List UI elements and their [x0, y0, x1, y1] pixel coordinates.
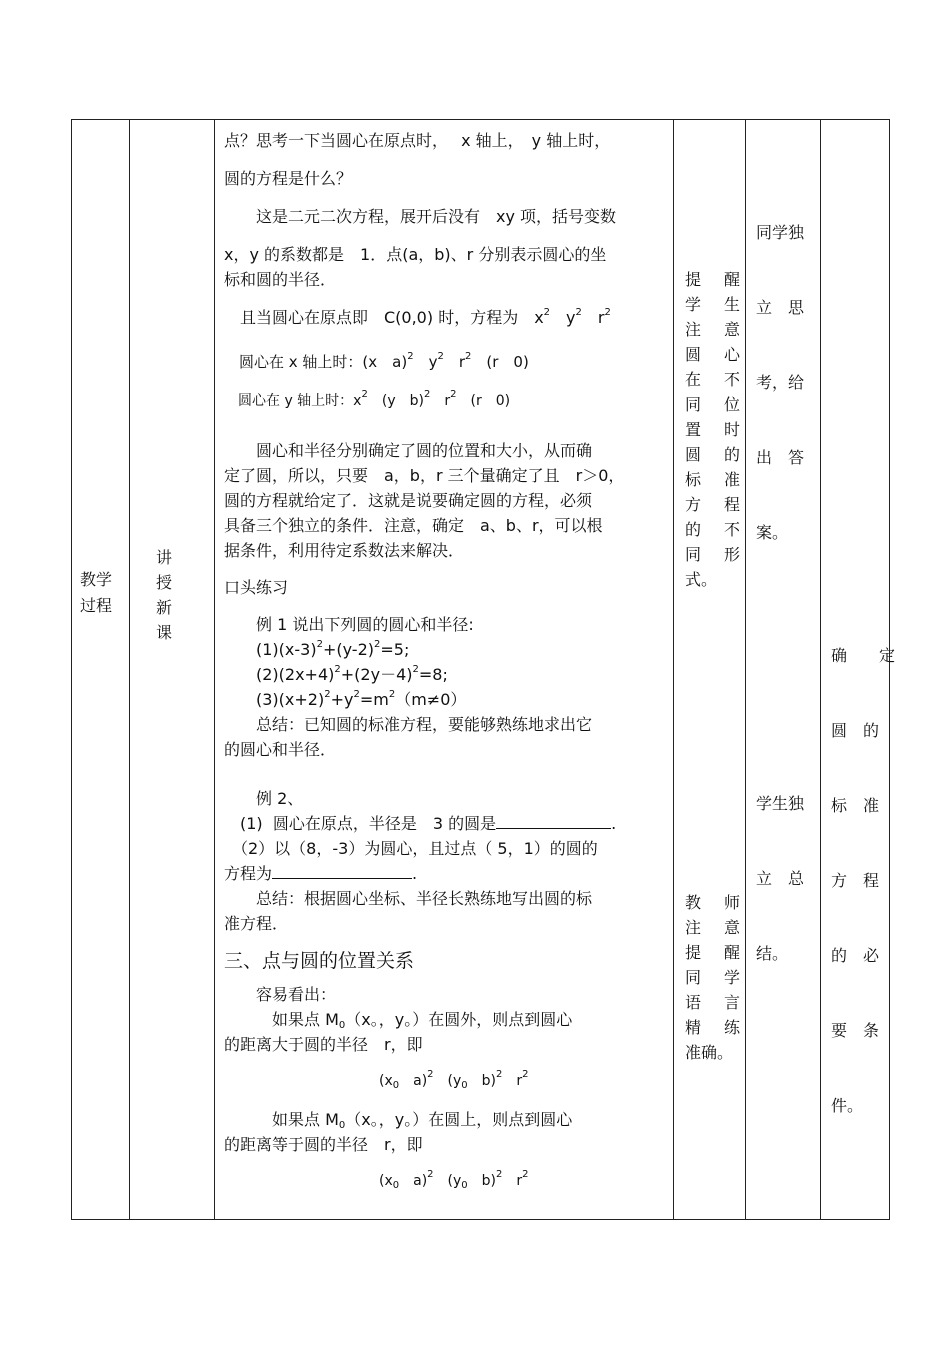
formula-on-circle: ($x_0$ a)$^2$ ($y_0$ b)$^2$ $r^2$: [379, 1169, 529, 1191]
summary-2: 总结：根据圆心坐标、半径长熟练地写出圆的标: [224, 889, 593, 908]
text-line: 如果点 $M_0(x$。，y。）在圆上，则点到圆心: [224, 1110, 573, 1131]
example-2-title: 例 2、: [224, 789, 304, 808]
student-activity-bottom: 学生独 立 总 结。: [756, 794, 805, 963]
text-line: 圆的方程就给定了．这就是说要确定圆的方程，必须: [224, 491, 593, 510]
example-1-item: $(1)(x-3)^2+(y-2)^2=5$;: [224, 639, 410, 659]
example-2-item: (1) 圆心在原点，半径是 3 的圆是 .: [224, 814, 617, 833]
example-1-title: 例 1 说出下列圆的圆心和半径:: [224, 615, 474, 634]
summary-1: 总结：已知圆的标准方程，要能够熟练地求出它: [224, 715, 593, 734]
formula-x-axis: 圆心在 x 轴上时：(x a)$^2$ $y^2$ $r^2$ (r 0): [224, 351, 529, 371]
text-line: 如果点 $M_0(x$。，y。）在圆外，则点到圆心: [224, 1010, 573, 1031]
teacher-note-bottom: 教 师 注 意 提 醒 同 学 语 言 精 练 准确。: [685, 893, 740, 1062]
summary-2: 准方程．: [224, 914, 289, 933]
text-line: 这是二元二次方程，展开后没有 xy 项，括号变数: [224, 207, 617, 226]
stage-label: 教学过程: [80, 570, 113, 615]
text-line: 点？思考一下当圆心在原点时， x 轴上， y 轴上时，: [224, 131, 611, 150]
text-line: 圆的方程是什么？: [224, 169, 353, 188]
col-divider-3: [673, 119, 674, 1219]
text-line: 定了圆，所以，只要 a，b，r 三个量确定了且 r＞0，: [224, 466, 625, 485]
text-line: 据条件，利用待定系数法来解决．: [224, 541, 465, 560]
section-char: 授: [156, 573, 173, 592]
text-line: 具备三个独立的条件．注意，确定 a、b、r，可以根: [224, 516, 603, 535]
oral-practice-heading: 口头练习: [224, 578, 289, 597]
formula-y-axis: 圆心在 y 轴上时：$x^2$ (y b)$^2$ $r^2$ (r 0): [224, 389, 511, 409]
design-intent: 确 定 圆 的 标 准 方 程 的 必 要 条 件。: [831, 646, 896, 1115]
text-line: 圆心和半径分别确定了圆的位置和大小，从而确: [224, 441, 593, 460]
example-2-item: （2）以（8，-3）为圆心，且过点（ 5，1）的圆的: [224, 839, 598, 858]
teacher-note-top: 提 醒 学 生 注 意 圆 心 在 不 同 位 置 时 圆 的 标 准 方 程 的 不 同 形 式。: [685, 270, 740, 589]
answer-blank[interactable]: [496, 812, 611, 829]
section-heading: 三、点与圆的位置关系: [224, 950, 415, 972]
text-line: 的距离等于圆的半径 r，即: [224, 1135, 423, 1154]
lesson-content: [224, 128, 666, 1194]
example-1-item: $(3)(x+2)^2+y^2=m^2(m\ne 0)$: [224, 689, 467, 709]
text-line: 的距离大于圆的半径 r，即: [224, 1035, 423, 1054]
col-divider-4: [745, 119, 746, 1219]
section-label: [156, 545, 176, 645]
example-2-item: 方程为 .: [224, 864, 418, 883]
summary-1: 的圆心和半径．: [224, 740, 337, 759]
section-char: 课: [156, 623, 173, 642]
text-line: x，y 的系数都是 1．点(a，b)、r 分别表示圆心的坐: [224, 245, 607, 264]
text-line: 标和圆的半径．: [224, 270, 337, 289]
section-char: 新: [156, 598, 173, 617]
col-divider-2: [214, 119, 215, 1219]
formula-outside: ($x_0$ a)$^2$ ($y_0$ b)$^2$ $r^2$: [379, 1069, 529, 1091]
col-divider-5: [820, 119, 821, 1219]
formula-origin: 且当圆心在原点即 C(0,0) 时，方程为 $x^2$ $y^2$ $r^2$: [224, 307, 611, 327]
text-line: 容易看出：: [224, 985, 337, 1004]
student-activity-top: 同学独 立 思 考，给 出 答 案。: [756, 223, 805, 542]
answer-blank[interactable]: [272, 862, 412, 879]
section-char: 讲: [156, 548, 173, 567]
col-divider-1: [129, 119, 130, 1219]
example-1-item: $(2)(2x+4)^2+(2y-4)^2=8$;: [224, 664, 448, 684]
